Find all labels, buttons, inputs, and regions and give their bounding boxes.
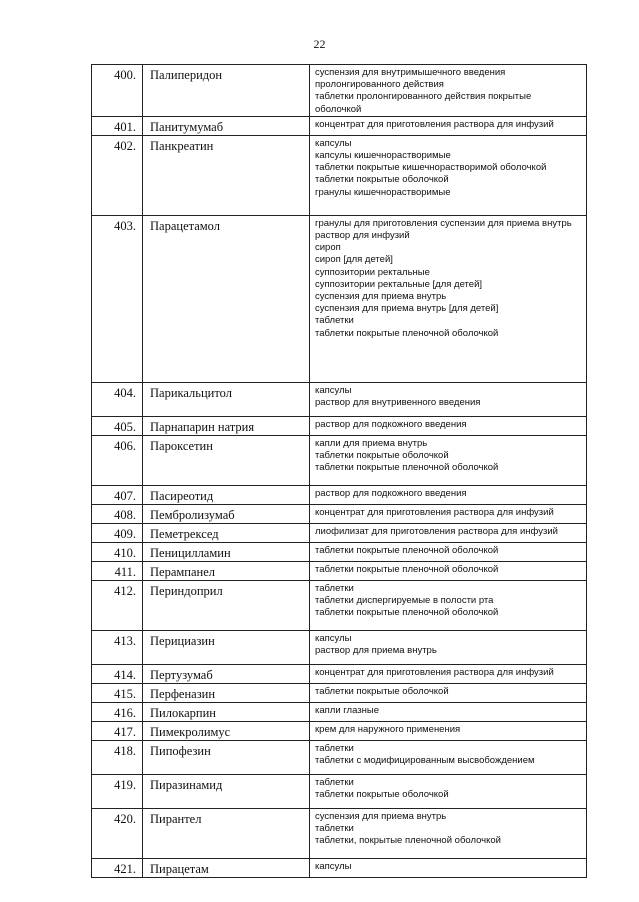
dosage-forms: [310, 740, 587, 774]
drug-name: Пирацетам: [143, 858, 310, 877]
table-row: [92, 523, 587, 542]
dosage-forms: [310, 561, 587, 580]
drug-table-body: [92, 65, 587, 878]
table-row: [92, 630, 587, 664]
dosage-form-line: таблетки с модифицированным высвобождением: [315, 755, 535, 767]
dosage-forms: [310, 523, 587, 542]
drug-name: Пеницилламин: [143, 542, 310, 561]
table-row: [92, 683, 587, 702]
table-row: [92, 135, 587, 215]
dosage-forms: [310, 135, 587, 215]
dosage-form-line: раствор для инфузий: [315, 230, 410, 242]
dosage-form-line: суспензия для приема внутрь: [315, 810, 447, 822]
dosage-form-line: капсулы: [315, 384, 352, 396]
dosage-form-line: капсулы: [315, 137, 352, 149]
dosage-forms: [310, 116, 587, 135]
dosage-forms: [310, 702, 587, 721]
dosage-form-line: пролонгированного действия: [315, 79, 444, 91]
dosage-forms: [310, 580, 587, 630]
dosage-forms: [310, 485, 587, 504]
dosage-forms: [310, 774, 587, 808]
dosage-form-line: крем для наружного применения: [315, 723, 461, 735]
dosage-forms: [310, 858, 587, 877]
dosage-forms: [310, 382, 587, 416]
dosage-form-line: сироп: [315, 242, 341, 254]
dosage-form-line: гранулы кишечнорастворимые: [315, 186, 451, 198]
drug-table: [91, 64, 587, 878]
table-row: [92, 382, 587, 416]
dosage-form-line: суппозитории ректальные [для детей]: [315, 278, 483, 290]
dosage-form-line: таблетки покрытые пленочной оболочкой: [315, 563, 499, 575]
dosage-form-line: таблетки покрытые пленочной оболочкой: [315, 327, 499, 339]
table-row: [92, 485, 587, 504]
row-number: 401.: [92, 116, 143, 135]
dosage-form-line: лиофилизат для приготовления раствора для инфузий: [315, 525, 558, 537]
dosage-form-line: концентрат для приготовления раствора для инфузий: [315, 506, 554, 518]
drug-name: Пасиреотид: [143, 485, 310, 504]
drug-name: Пилокарпин: [143, 702, 310, 721]
dosage-form-line: таблетки покрытые оболочкой: [315, 450, 449, 462]
table-row: [92, 774, 587, 808]
dosage-forms: [310, 215, 587, 382]
table-row: [92, 702, 587, 721]
row-number: 400.: [92, 65, 143, 117]
dosage-forms: [310, 808, 587, 858]
row-number: 419.: [92, 774, 143, 808]
drug-name: Пипофезин: [143, 740, 310, 774]
table-row: [92, 504, 587, 523]
row-number: 408.: [92, 504, 143, 523]
row-number: 404.: [92, 382, 143, 416]
table-row: [92, 580, 587, 630]
table-row: [92, 416, 587, 435]
drug-name: Пирантел: [143, 808, 310, 858]
dosage-form-line: концентрат для приготовления раствора для инфузий: [315, 118, 554, 130]
drug-name: Пимекролимус: [143, 721, 310, 740]
page-number: 22: [313, 37, 326, 51]
table-row: [92, 116, 587, 135]
drug-name: Пароксетин: [143, 435, 310, 485]
drug-name: Пертузумаб: [143, 664, 310, 683]
dosage-form-line: капсулы кишечнорастворимые: [315, 150, 451, 162]
drug-name: Пиразинамид: [143, 774, 310, 808]
drug-name: Периндоприл: [143, 580, 310, 630]
drug-name: Перициазин: [143, 630, 310, 664]
dosage-form-line: оболочкой: [315, 103, 362, 115]
table-row: [92, 740, 587, 774]
row-number: 418.: [92, 740, 143, 774]
dosage-forms: [310, 435, 587, 485]
row-number: 415.: [92, 683, 143, 702]
table-row: [92, 542, 587, 561]
dosage-form-line: раствор для подкожного введения: [315, 487, 467, 499]
table-row: [92, 215, 587, 382]
table-row: [92, 858, 587, 877]
dosage-form-line: капли для приема внутрь: [315, 437, 428, 449]
dosage-form-line: капсулы: [315, 860, 352, 872]
dosage-form-line: таблетки: [315, 776, 354, 788]
dosage-form-line: таблетки покрытые пленочной оболочкой: [315, 462, 499, 474]
row-number: 407.: [92, 485, 143, 504]
row-number: 411.: [92, 561, 143, 580]
dosage-forms: [310, 65, 587, 117]
row-number: 402.: [92, 135, 143, 215]
dosage-form-line: таблетки покрытые кишечнорастворимой оболочкой: [315, 162, 547, 174]
dosage-form-line: суспензия для приема внутрь [для детей]: [315, 303, 499, 315]
dosage-form-line: суппозитории ректальные: [315, 266, 430, 278]
drug-name: Пембролизумаб: [143, 504, 310, 523]
table-row: [92, 721, 587, 740]
dosage-form-line: сироп [для детей]: [315, 254, 393, 266]
dosage-form-line: капли глазные: [315, 704, 379, 716]
table-row: [92, 808, 587, 858]
row-number: 403.: [92, 215, 143, 382]
drug-name: Панкреатин: [143, 135, 310, 215]
dosage-form-line: раствор для внутривенного введения: [315, 397, 481, 409]
dosage-form-line: таблетки покрытые оболочкой: [315, 789, 449, 801]
dosage-form-line: таблетки покрытые оболочкой: [315, 685, 449, 697]
drug-name: Пеметрексед: [143, 523, 310, 542]
dosage-forms: [310, 664, 587, 683]
dosage-forms: [310, 504, 587, 523]
dosage-forms: [310, 630, 587, 664]
drug-name: Палиперидон: [143, 65, 310, 117]
row-number: 406.: [92, 435, 143, 485]
row-number: 414.: [92, 664, 143, 683]
row-number: 409.: [92, 523, 143, 542]
dosage-form-line: концентрат для приготовления раствора для инфузий: [315, 666, 554, 678]
dosage-form-line: раствор для подкожного введения: [315, 418, 467, 430]
drug-name: Перфеназин: [143, 683, 310, 702]
dosage-form-line: таблетки пролонгированного действия покрытые: [315, 91, 532, 103]
dosage-form-line: суспензия для приема внутрь: [315, 291, 447, 303]
row-number: 413.: [92, 630, 143, 664]
table-row: [92, 65, 587, 117]
dosage-form-line: таблетки: [315, 315, 354, 327]
row-number: 420.: [92, 808, 143, 858]
row-number: 405.: [92, 416, 143, 435]
table-row: [92, 435, 587, 485]
drug-name: Парацетамол: [143, 215, 310, 382]
row-number: 412.: [92, 580, 143, 630]
dosage-form-line: таблетки: [315, 823, 354, 835]
drug-name: Парикальцитол: [143, 382, 310, 416]
table-row: [92, 561, 587, 580]
table-row: [92, 664, 587, 683]
drug-name: Панитумумаб: [143, 116, 310, 135]
dosage-form-line: таблетки: [315, 742, 354, 754]
dosage-form-line: капсулы: [315, 632, 352, 644]
row-number: 410.: [92, 542, 143, 561]
dosage-form-line: таблетки, покрытые пленочной оболочкой: [315, 835, 501, 847]
row-number: 416.: [92, 702, 143, 721]
dosage-form-line: таблетки диспергируемые в полости рта: [315, 595, 494, 607]
dosage-form-line: суспензия для внутримышечного введения: [315, 67, 506, 78]
dosage-form-line: таблетки покрытые пленочной оболочкой: [315, 607, 499, 619]
dosage-form-line: раствор для приема внутрь: [315, 645, 437, 657]
dosage-forms: [310, 416, 587, 435]
dosage-form-line: таблетки покрытые пленочной оболочкой: [315, 544, 499, 556]
dosage-forms: [310, 542, 587, 561]
dosage-form-line: таблетки покрытые оболочкой: [315, 174, 449, 186]
dosage-form-line: таблетки: [315, 582, 354, 594]
row-number: 421.: [92, 858, 143, 877]
row-number: 417.: [92, 721, 143, 740]
dosage-forms: [310, 683, 587, 702]
drug-name: Перампанел: [143, 561, 310, 580]
dosage-forms: [310, 721, 587, 740]
dosage-form-line: гранулы для приготовления суспензии для приема внутрь: [315, 217, 572, 229]
drug-name: Парнапарин натрия: [143, 416, 310, 435]
